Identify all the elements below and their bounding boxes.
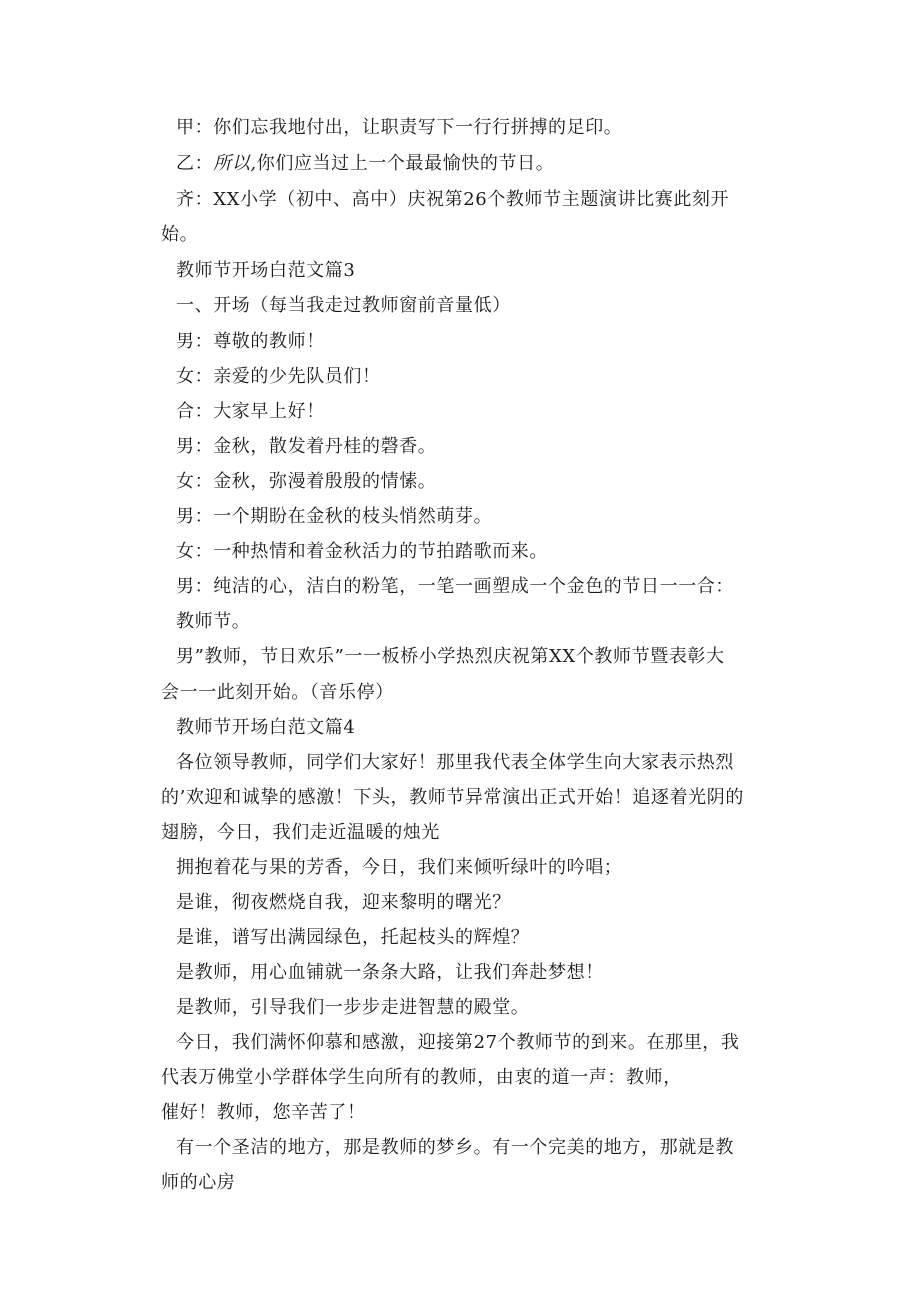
text-line: 今日，我们满怀仰慕和感激，迎接第27个教师节的到来。在那里，我	[176, 1032, 740, 1053]
text-line: 有一个圣洁的地方，那是教师的梦乡。有一个完美的地方，那就是教	[176, 1137, 734, 1158]
italic-phrase: 所以,	[213, 153, 257, 174]
text-line: 教师节。	[176, 611, 251, 632]
text-line: 一、开场（每当我走过教师窗前音量低）	[176, 295, 511, 316]
text-line: 催好！教师，您辛苦了！	[161, 1102, 366, 1123]
text-line	[176, 152, 554, 176]
text-line: 是教师，引导我们一步步走进智慧的殿堂。	[176, 997, 530, 1018]
text-segment: 你们应当过上一个最最愉快的节日。	[256, 153, 555, 174]
text-line: 师的心房	[161, 1172, 236, 1193]
speaker-label: 乙：	[176, 153, 214, 174]
text-line: 男：纯洁的心，洁白的粉笔，一笔一画塑成一个金色的节日一一合：	[176, 576, 734, 597]
section-heading: 教师节开场白范文篇3	[176, 260, 356, 281]
text-line: 拥抱着花与果的芳香，今日，我们来倾听绿叶的吟唱；	[176, 857, 623, 878]
text-line: 女：金秋，弥漫着殷殷的情愫。	[176, 471, 437, 492]
text-line: 的’欢迎和诚挚的感激！下头，教师节异常演出正式开始！追逐着光阴的	[161, 787, 744, 808]
text-line: 男：金秋，散发着丹桂的磬香。	[176, 436, 437, 457]
text-line: 男：一个期盼在金秋的枝头悄然萌芽。	[176, 506, 493, 527]
section-heading: 教师节开场白范文篇4	[176, 717, 356, 738]
text-line: 合：大家早上好！	[176, 401, 325, 422]
text-line: 翅膀，今日，我们走近温暖的烛光	[161, 822, 440, 843]
text-line: 各位领导教师，同学们大家好！那里我代表全体学生向大家表示热烈	[176, 752, 734, 773]
text-line: 是谁，彻夜燃烧自我，迎来黎明的曙光？	[176, 892, 511, 913]
text-line: 代表万佛堂小学群体学生向所有的教师，由衷的道一声：教师，	[161, 1067, 682, 1088]
text-line: 男”教师，节日欢乐”一一板桥小学热烈庆祝第XX个教师节暨表彰大	[176, 646, 725, 667]
text-line: 女：亲爱的少先队员们！	[176, 366, 381, 387]
text-line: 是教师，用心血铺就一条条大路，让我们奔赴梦想！	[176, 962, 604, 983]
text-line: 女：一种热情和着金秋活力的节拍踏歌而来。	[176, 541, 548, 562]
text-line: 齐：XX小学（初中、高中）庆祝第26个教师节主题演讲比赛此刻开	[176, 189, 730, 210]
text-line: 是谁，谱写出满园绿色，托起枝头的辉煌？	[176, 927, 530, 948]
text-line: 始。	[161, 224, 199, 245]
text-line: 甲：你们忘我地付出，让职责写下一行行拼搏的足印。	[176, 117, 623, 138]
text-line: 男：尊敬的教师！	[176, 331, 325, 352]
text-line: 会一一此刻开始。（音乐停）	[161, 682, 394, 703]
